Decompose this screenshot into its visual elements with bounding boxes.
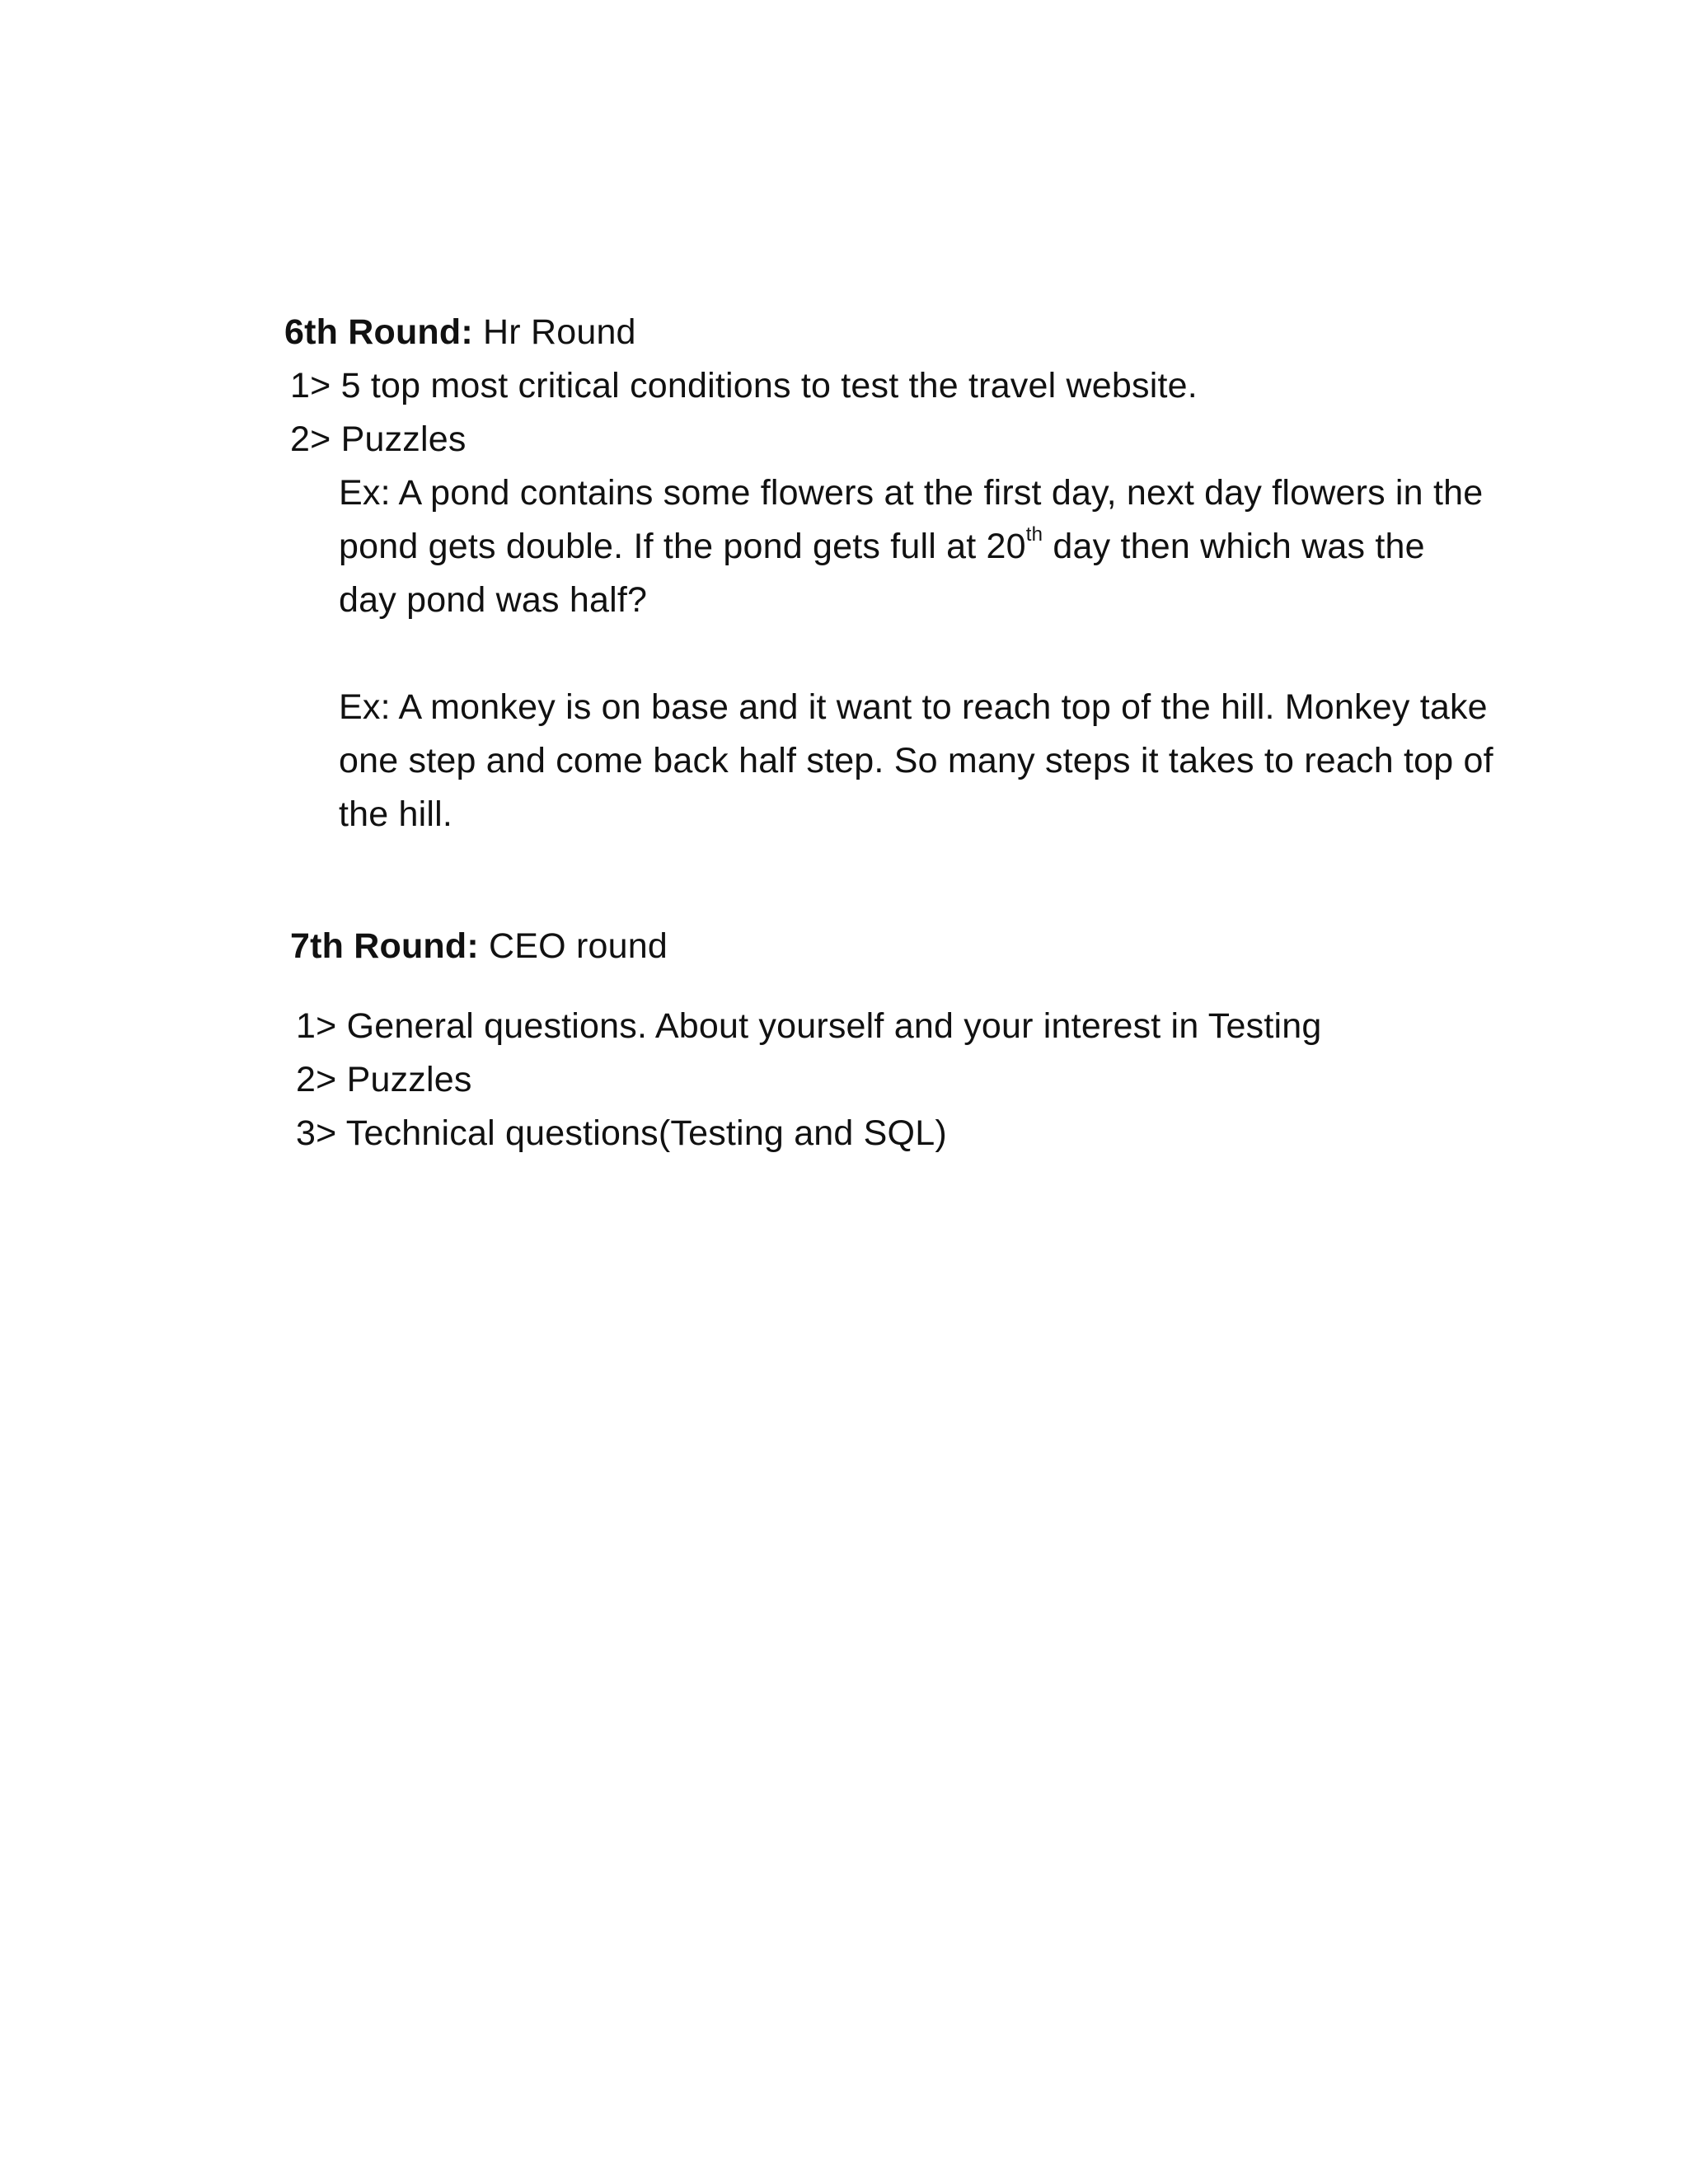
- round7-item-1: 1> General questions. About yourself and your interest in Testing: [296, 1006, 1322, 1046]
- round6-example1-line2: [339, 523, 1425, 569]
- round6-example2-line1: Ex: A monkey is on base and it want to reach top of the hill. Monkey take: [339, 687, 1488, 727]
- round6-heading-label: 6th Round:: [284, 312, 473, 352]
- round6-example1-line2-pre: pond gets double. If the pond gets full at 20: [339, 527, 1026, 566]
- round7-heading-title: CEO round: [478, 926, 668, 966]
- round6-example1-superscript: th: [1025, 523, 1043, 546]
- round7-item-2: 2> Puzzles: [296, 1060, 472, 1099]
- round6-heading-title: Hr Round: [472, 312, 636, 352]
- round6-example1-line1: Ex: A pond contains some flowers at the first day, next day flowers in the: [339, 473, 1484, 513]
- round7-heading: [290, 923, 668, 969]
- round6-example2-line2: one step and come back half step. So many steps it takes to reach top of: [339, 741, 1493, 780]
- round7-item-3: 3> Technical questions(Testing and SQL): [296, 1113, 947, 1153]
- round6-item-2: 2> Puzzles: [290, 419, 467, 459]
- round6-example2-line3: the hill.: [339, 794, 453, 834]
- round6-example1-line3: day pond was half?: [339, 580, 648, 620]
- round6-example1-line2-post: day then which was the: [1043, 527, 1425, 566]
- round6-item-1: 1> 5 top most critical conditions to test the travel website.: [290, 366, 1198, 405]
- round6-heading: [284, 309, 636, 355]
- round7-heading-label: 7th Round:: [290, 926, 479, 966]
